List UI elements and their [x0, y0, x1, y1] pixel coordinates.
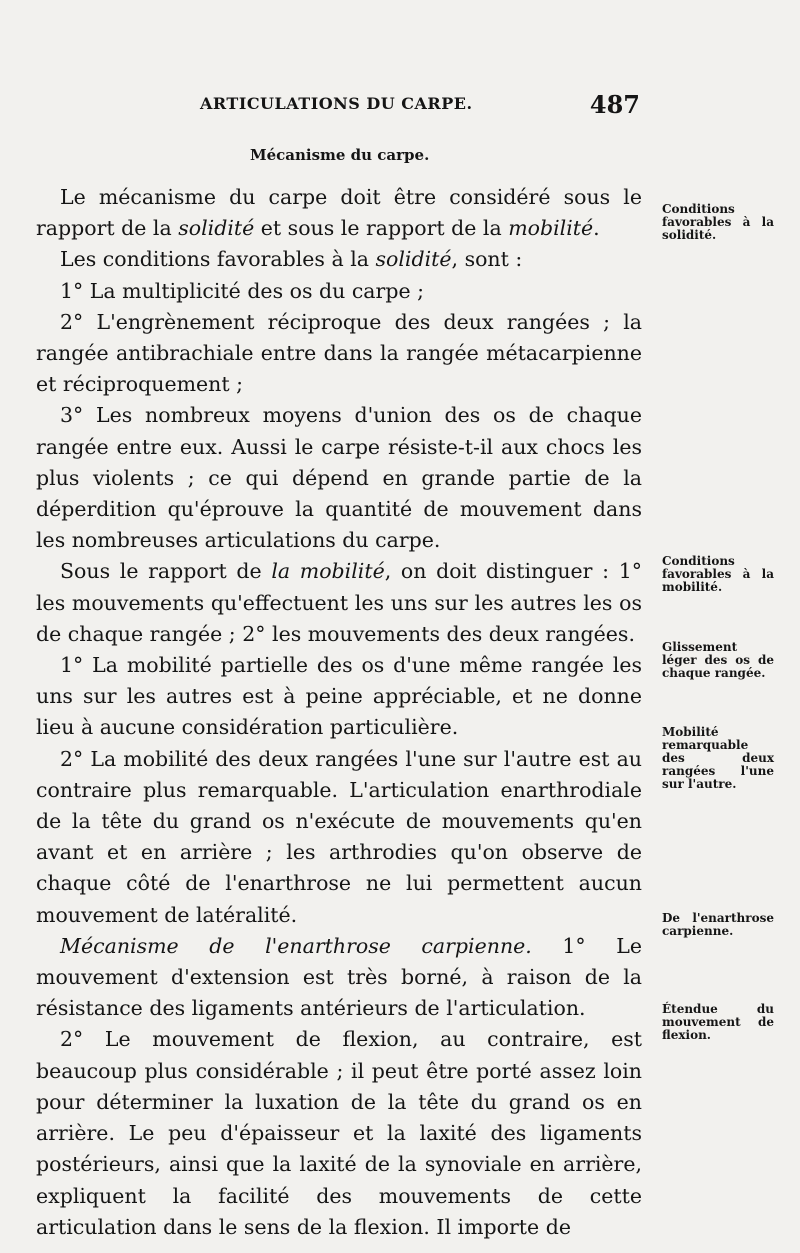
body-text [36, 182, 642, 1243]
paragraph-10: 2° Le mouvement de flexion, au contraire, est beaucoup plus considérable ; il peut être porté assez loin pour déterminer la luxation de la tête du grand os en arrière. Le peu d'épaisseur et la laxité des ligaments postérieurs, ainsi que la laxité de la synoviale en arrière, expliquent la facilité des mouvements de cette articulation dans le sens de la flexion. Il importe de [36, 1027, 642, 1239]
paragraph-9: Mécanisme de l'enarthrose carpienne. 1° Le mouvement d'extension est très borné, à raison de la résistance des ligaments antérieurs de l'articulation. [36, 933, 642, 1021]
margin-note-5: De l'enarthrose carpienne. [662, 911, 774, 938]
margin-note-1: Conditions favorables à la solidité. [662, 202, 774, 242]
page-header [200, 90, 640, 124]
page-number: 487 [589, 90, 640, 119]
margin-note-4: Mobilité remarquable des deux rangées l'une sur l'autre. [662, 725, 774, 791]
paragraph-7: 1° La mobilité partielle des os d'une même rangée les uns sur les autres est à peine appréciable, et ne donne lieu à aucune considération particulière. [36, 653, 642, 740]
section-heading: Mécanisme du carpe. [250, 146, 430, 164]
margin-note-3: Glissement léger des os de chaque rangée. [662, 640, 774, 680]
paragraph-3: 1° La multiplicité des os du carpe ; [60, 278, 425, 303]
paragraph-2: Les conditions favorables à la solidité, sont : [60, 247, 523, 272]
margin-note-6: Étendue du mouvement de flexion. [662, 1002, 774, 1042]
margin-note-2: Conditions favorables à la mobilité. [662, 554, 774, 594]
paragraph-8: 2° La mobilité des deux rangées l'une sur l'autre est au contraire plus remarquable. L'articulation enarthrodiale de la tête du grand os n'exécute de mouvements qu'en avant et en arrière ; les arthrodies qu'on observe de chaque côté de l'enarthrose ne lui permettent aucun mouvement de latéralité. [36, 746, 642, 927]
paragraph-5: 3° Les nombreux moyens d'union des os de chaque rangée entre eux. Aussi le carpe résiste-t-il aux chocs les plus violents ; ce qui dépend en grande partie de la déperdition qu'éprouve la quantité de mouvement dans les nombreuses articulations du carpe. [36, 403, 642, 553]
paragraph-6: Sous le rapport de la mobilité, on doit distinguer : 1° les mouvements qu'effectuent les uns sur les autres les os de chaque rangée ; 2° les mouvements des deux rangées. [36, 559, 643, 646]
running-title: ARTICULATIONS DU CARPE. [200, 94, 473, 113]
paragraph-1: Le mécanisme du carpe doit être considéré sous le rapport de la solidité et sous le rapport de la mobilité. [36, 185, 642, 241]
paragraph-4: 2° L'engrènement réciproque des deux rangées ; la rangée antibrachiale entre dans la rangée métacarpienne et réciproquement ; [36, 309, 642, 397]
